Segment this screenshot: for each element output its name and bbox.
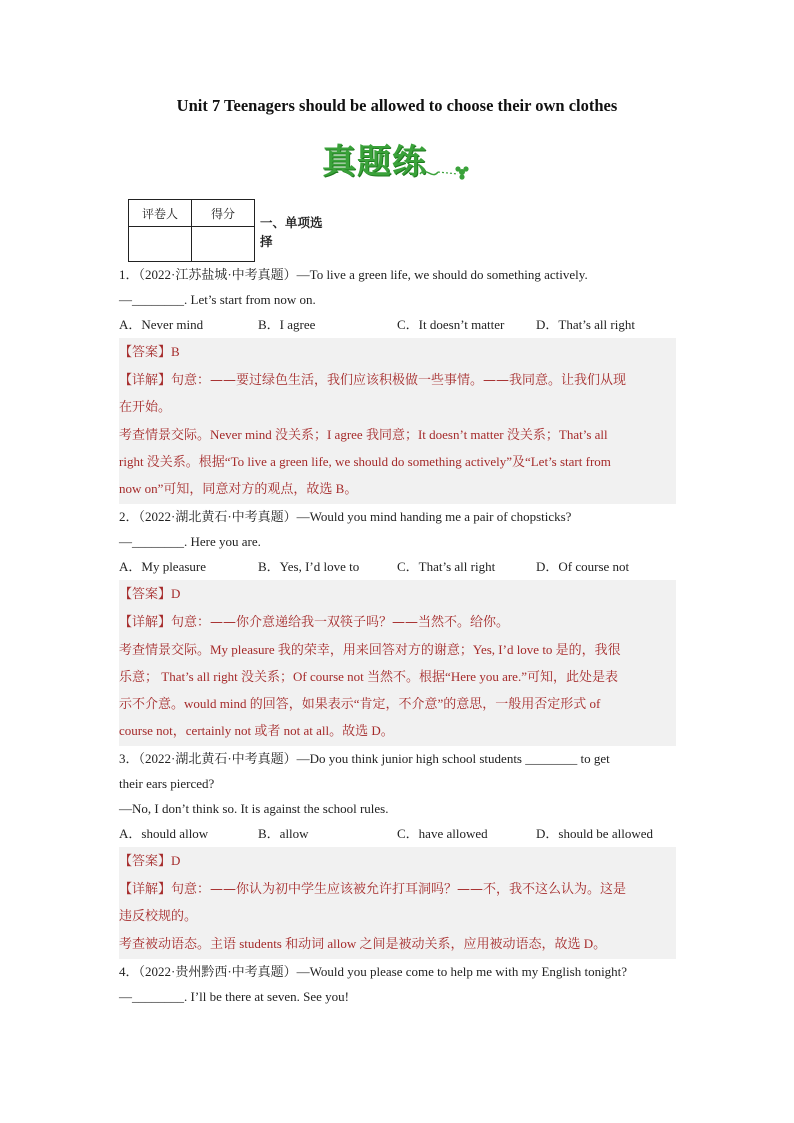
question-reply: —________. Let’s start from now on. [119,292,316,307]
detail-line: course not，certainly not 或者 not at all。故选 D。 [119,723,394,738]
score-header: 得分 [192,200,255,227]
options-row [119,554,676,580]
option-a: A．should allow [119,826,209,841]
detail-line: 考查情景交际。Never mind 没关系；I agree 我同意；It doesn’t matter 没关系；That’s all [119,427,608,442]
question-3 [119,746,676,959]
option-a: A．My pleasure [119,559,207,574]
question-2 [119,504,676,746]
answer-block [119,338,676,504]
option-c: C．have allowed [397,826,488,841]
option-b: B．Yes, I’d love to [258,559,360,574]
question-stem: 4．（2022·贵州黔西·中考真题）—Would you please come to help me with my English tonight? [119,964,628,979]
option-a: A．Never mind [119,317,204,332]
answer-value: D [171,853,181,868]
question-reply: —________. Here you are. [119,534,261,549]
question-stem: 2．（2022·湖北黄石·中考真题）—Would you mind handing me a pair of chopsticks? [119,509,572,524]
score-cell [192,227,255,262]
detail-line: right 没关系。根据“To live a green life, we should do something actively”及“Let’s start from [119,454,611,469]
answer-value: D [171,586,181,601]
detail-line: 考查被动语态。主语 students 和动词 allow 之间是被动关系，应用被动语态，故选 D。 [119,936,607,951]
option-b: B．I agree [258,317,316,332]
option-d: D．should be allowed [536,826,653,841]
option-c: C．That’s all right [397,559,496,574]
option-b: B．allow [258,826,309,841]
detail-line: 示不介意。would mind 的回答，如果表示“肯定，不介意”的意思，一般用否定形式 of [119,696,601,711]
section-heading: 一、单项选 择 [260,215,323,249]
question-stem: 1．（2022·江苏盐城·中考真题）—To live a green life, we should do something actively. [119,267,588,282]
answer-line: 【答案】D [119,586,181,602]
logo [322,134,472,186]
grader-header: 评卷人 [129,200,192,227]
detail-line: 违反校规的。 [119,909,198,924]
question-list [119,262,676,1009]
option-c: C．It doesn’t matter [397,317,505,332]
detail-line: 【详解】句意：——要过绿色生活，我们应该积极做一些事情。——我同意。让我们从现 [119,373,627,388]
question-reply: —No, I don’t think so. It is against the school rules. [119,801,389,816]
question-4 [119,959,676,1009]
detail-line: 乐意； That’s all right 没关系；Of course not 当然不。根据“Here you are.”可知，此处是表 [119,669,618,684]
answer-line: 【答案】B [119,344,180,360]
answer-line: 【答案】D [119,853,181,869]
answer-block [119,847,676,959]
answer-value: B [171,344,180,359]
document-title: Unit 7 Teenagers should be allowed to choose their own clothes [176,96,618,115]
options-row [119,312,676,338]
detail-line: 考查情景交际。My pleasure 我的荣幸，用来回答对方的谢意；Yes, I’d love to 是的，我很 [119,642,621,657]
option-d: D．That’s all right [536,317,635,332]
question-reply: —________. I’ll be there at seven. See you! [119,989,349,1004]
answer-block [119,580,676,746]
detail-line: 在开始。 [119,400,172,415]
question-stem-continued: their ears pierced? [119,776,215,791]
question-1 [119,262,676,504]
options-row [119,821,676,847]
clover-swirl-icon [418,162,470,184]
question-stem: 3．（2022·湖北黄石·中考真题）—Do you think junior high school students ________ to get [119,751,610,766]
logo-text: 真题练 [322,142,427,182]
option-d: D．Of course not [536,559,630,574]
detail-line: 【详解】句意：——你介意递给我一双筷子吗？——当然不。给你。 [119,615,510,630]
detail-line: 【详解】句意：——你认为初中学生应该被允许打耳洞吗？——不，我不这么认为。这是 [119,882,627,897]
score-table [128,199,255,262]
grader-cell [129,227,192,262]
detail-line: now on”可知，同意对方的观点，故选 B。 [119,481,358,496]
